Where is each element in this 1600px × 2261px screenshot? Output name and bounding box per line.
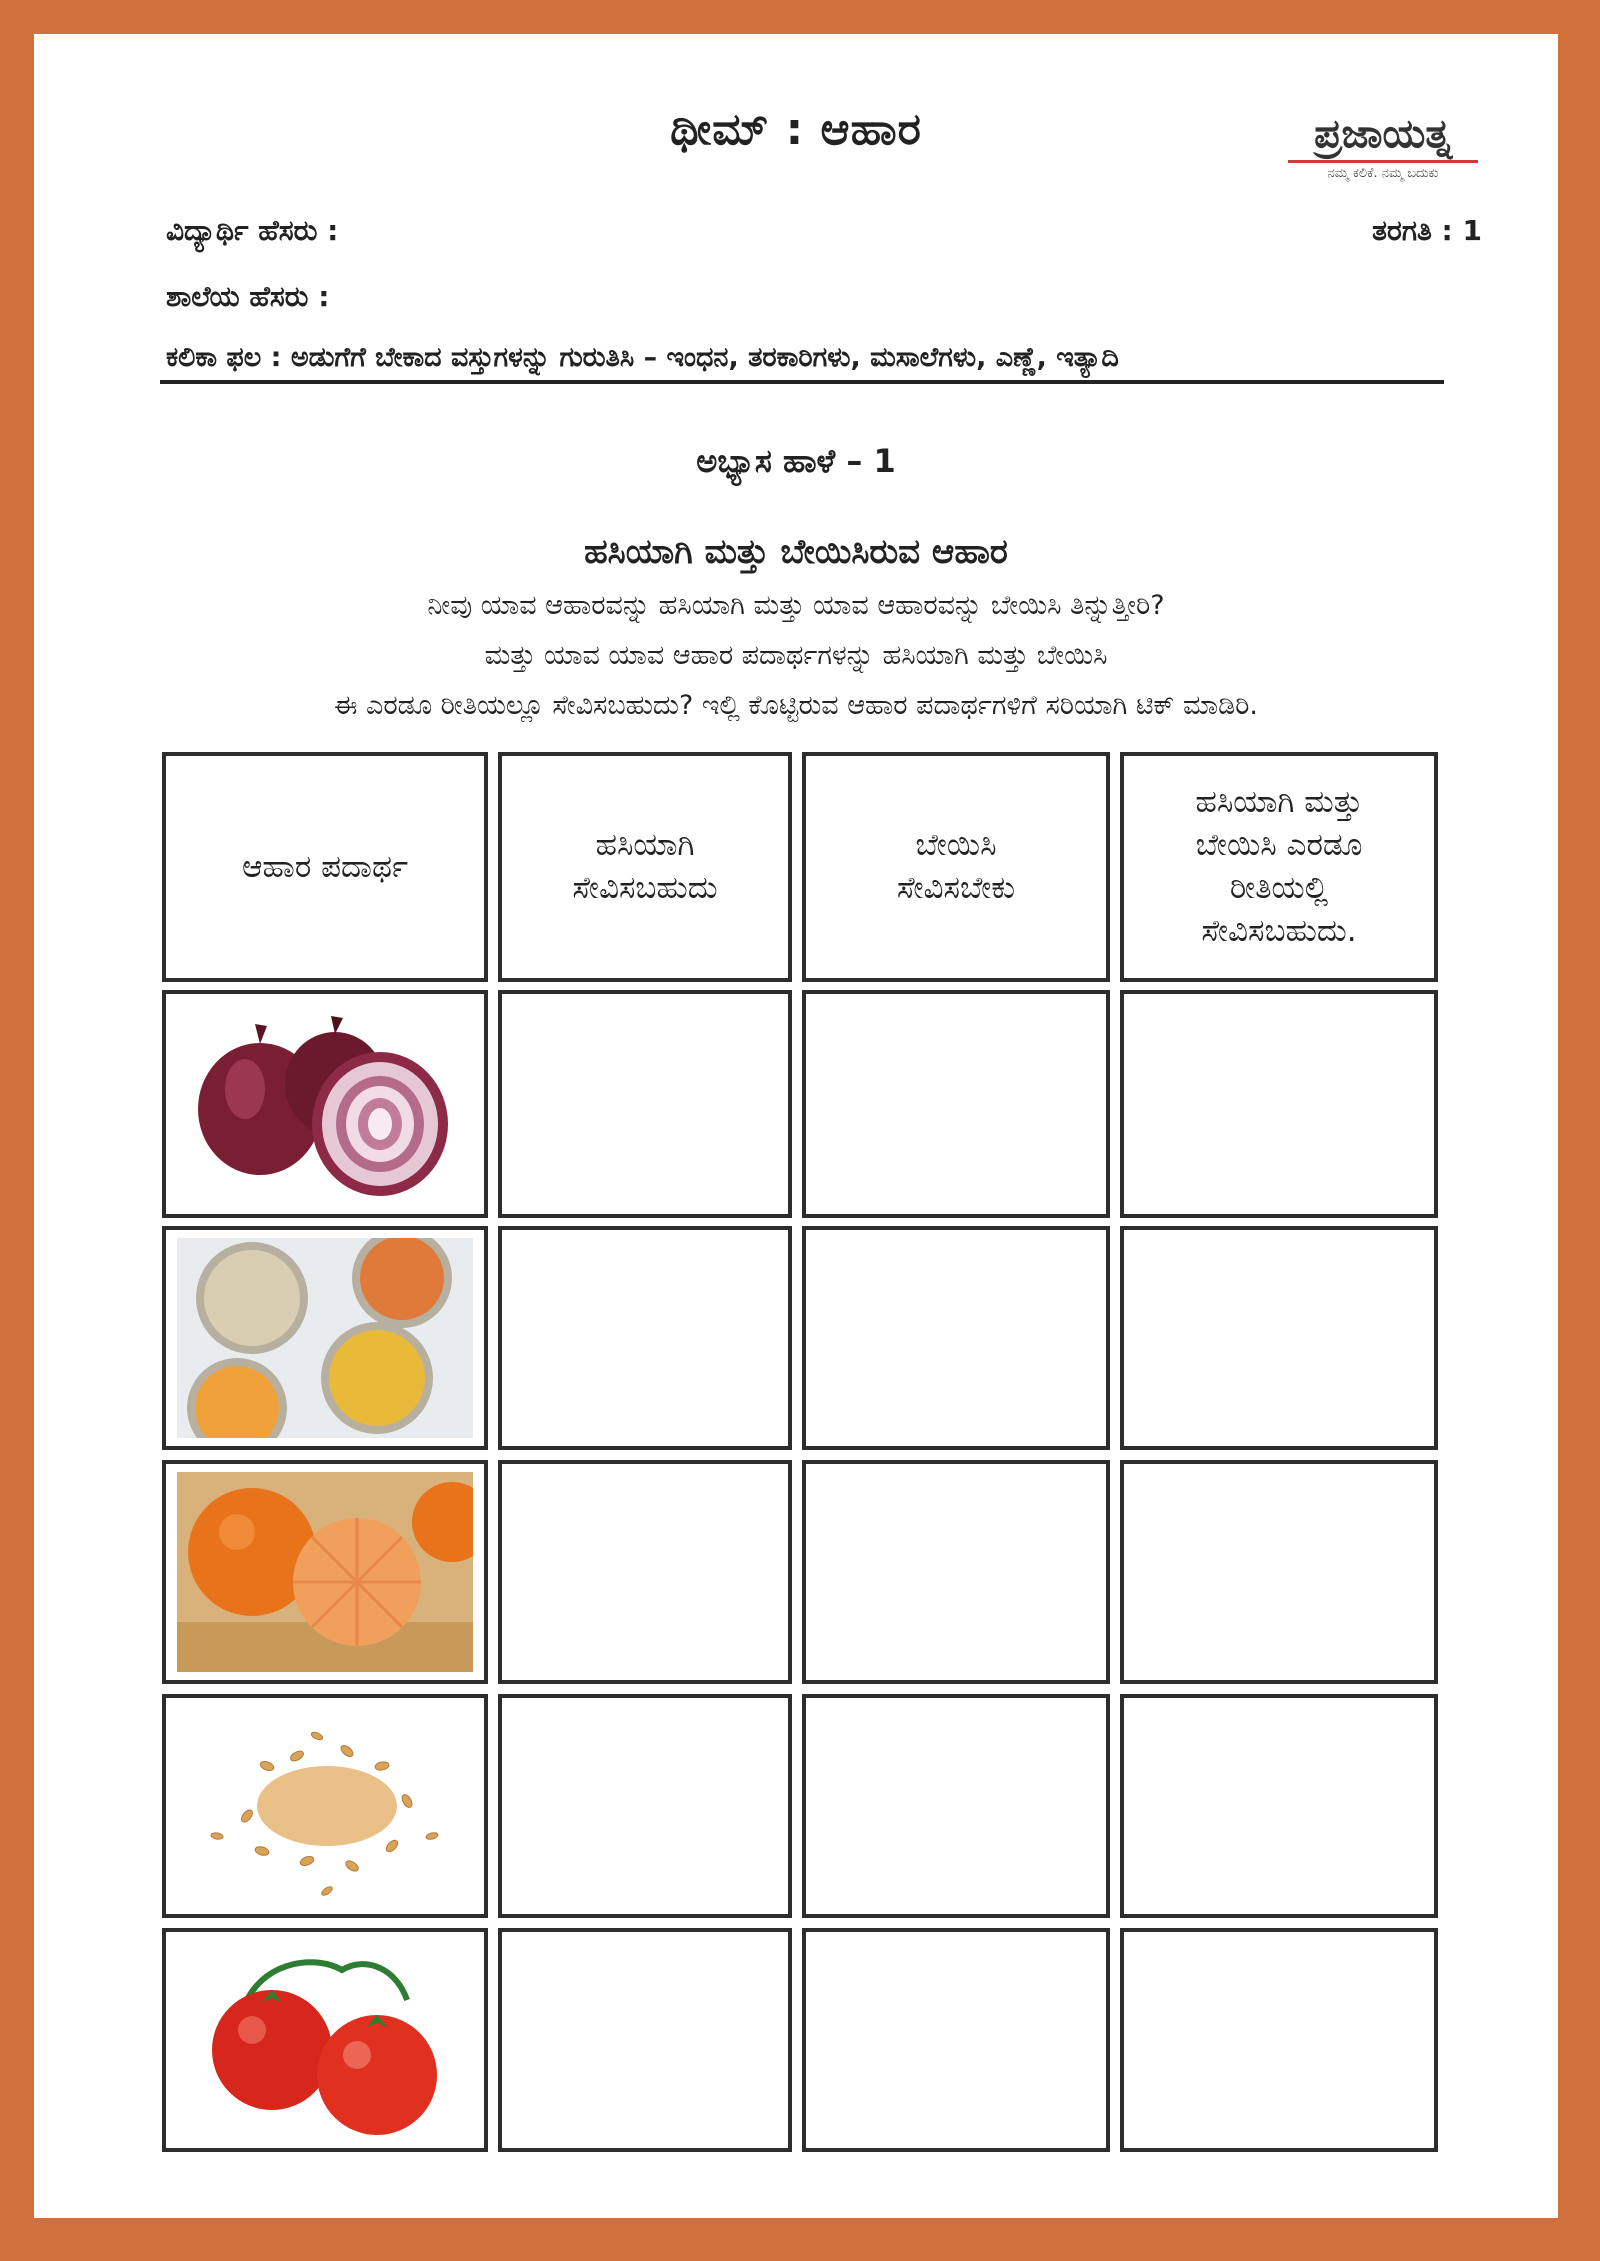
column-header-both — [1120, 752, 1438, 982]
header-text: ಬೇಯಿಸಿ — [915, 827, 997, 864]
tick-box-cooked[interactable] — [802, 1694, 1110, 1918]
tomato-image — [177, 1940, 473, 2140]
instruction-line: ಈ ಎರಡೂ ರೀತಿಯಲ್ಲೂ ಸೇವಿಸಬಹುದು? ಇಲ್ಲಿ ಕೊಟ್ಟಿರುವ ಆಹಾರ ಪದಾರ್ಥಗಳಿಗೆ ಸರಿಯಾಗಿ ಟಿಕ್ ಮಾಡಿರಿ. — [333, 690, 1259, 721]
header-text: ಸೇವಿಸಬೇಕು — [896, 870, 1016, 906]
tick-box-raw[interactable] — [498, 1460, 792, 1684]
onion-image — [175, 1004, 475, 1204]
column-header-raw — [498, 752, 792, 982]
instruction-line: ನೀವು ಯಾವ ಆಹಾರವನ್ನು ಹಸಿಯಾಗಿ ಮತ್ತು ಯಾವ ಆಹಾರವನ್ನು ಬೇಯಿಸಿ ತಿನ್ನುತ್ತೀರಿ? — [427, 590, 1165, 621]
tick-box-raw[interactable] — [498, 990, 792, 1218]
school-name-label: ಶಾಲೆಯ ಹೆಸರು : — [166, 280, 330, 313]
tick-box-raw[interactable] — [498, 1226, 792, 1450]
worksheet-heading: ಹಸಿಯಾಗಿ ಮತ್ತು ಬೇಯಿಸಿರುವ ಆಹಾರ — [584, 532, 1008, 572]
tick-box-both[interactable] — [1120, 1460, 1438, 1684]
tick-box-cooked[interactable] — [802, 990, 1110, 1218]
tick-box-cooked[interactable] — [802, 1460, 1110, 1684]
worksheet-page — [34, 34, 1558, 2218]
logo-tagline: ನಮ್ಮ ಕಲಿಕೆ. ನಮ್ಮ ಬದುಕು — [1327, 166, 1439, 181]
header-text: ಸೇವಿಸಬಹುದು. — [1201, 912, 1357, 949]
grains-image — [177, 1238, 473, 1438]
orange-image — [177, 1472, 473, 1672]
student-name-label: ವಿದ್ಯಾರ್ಥಿ ಹೆಸರು : — [166, 214, 339, 247]
header-text: ಬೇಯಿಸಿ ಎರಡೂ — [1195, 827, 1363, 864]
food-table — [34, 34, 1558, 2218]
tick-box-both[interactable] — [1120, 1694, 1438, 1918]
tick-box-both[interactable] — [1120, 990, 1438, 1218]
food-image-tomato — [162, 1928, 488, 2152]
tick-box-cooked[interactable] — [802, 1226, 1110, 1450]
column-header-cooked — [802, 752, 1110, 982]
page-title: ಥೀಮ್ : ಆಹಾರ — [670, 104, 922, 155]
tick-box-raw[interactable] — [498, 1928, 792, 2152]
tick-box-cooked[interactable] — [802, 1928, 1110, 2152]
food-image-orange — [162, 1460, 488, 1684]
logo-text: ಪ್ರಜಾಯತ್ನ — [1314, 111, 1452, 157]
header-text: ಆಹಾರ ಪದಾರ್ಥ — [241, 848, 409, 885]
learning-outcome: ಕಲಿಕಾ ಫಲ : ಅಡುಗೆಗೆ ಬೇಕಾದ ವಸ್ತುಗಳನ್ನು ಗುರುತಿಸಿ – ಇಂಧನ, ತರಕಾರಿಗಳು, ಮಸಾಲೆಗಳು, ಎಣ್ಣೆ, ಇತ್ಯಾದಿ — [166, 342, 1119, 373]
food-image-onion — [162, 990, 488, 1218]
header-text: ಹಸಿಯಾಗಿ ಮತ್ತು — [1195, 784, 1363, 821]
tick-box-raw[interactable] — [498, 1694, 792, 1918]
header-text: ಸೇವಿಸಬಹುದು — [572, 870, 718, 906]
worksheet-subtitle: ಅಭ್ಯಾಸ ಹಾಳೆ – 1 — [696, 442, 896, 480]
header-text: ಹಸಿಯಾಗಿ — [595, 827, 695, 864]
wheat-image — [177, 1706, 473, 1906]
food-image-grains-lentils — [162, 1226, 488, 1450]
tick-box-both[interactable] — [1120, 1928, 1438, 2152]
header-text: ರೀತಿಯಲ್ಲಿ — [1229, 870, 1329, 906]
class-label: ತರಗತಿ : 1 — [1372, 214, 1482, 247]
food-image-wheat — [162, 1694, 488, 1918]
instruction-line: ಮತ್ತು ಯಾವ ಯಾವ ಆಹಾರ ಪದಾರ್ಥಗಳನ್ನು ಹಸಿಯಾಗಿ ಮತ್ತು ಬೇಯಿಸಿ — [484, 640, 1108, 671]
tick-box-both[interactable] — [1120, 1226, 1438, 1450]
column-header-food-item — [162, 752, 488, 982]
